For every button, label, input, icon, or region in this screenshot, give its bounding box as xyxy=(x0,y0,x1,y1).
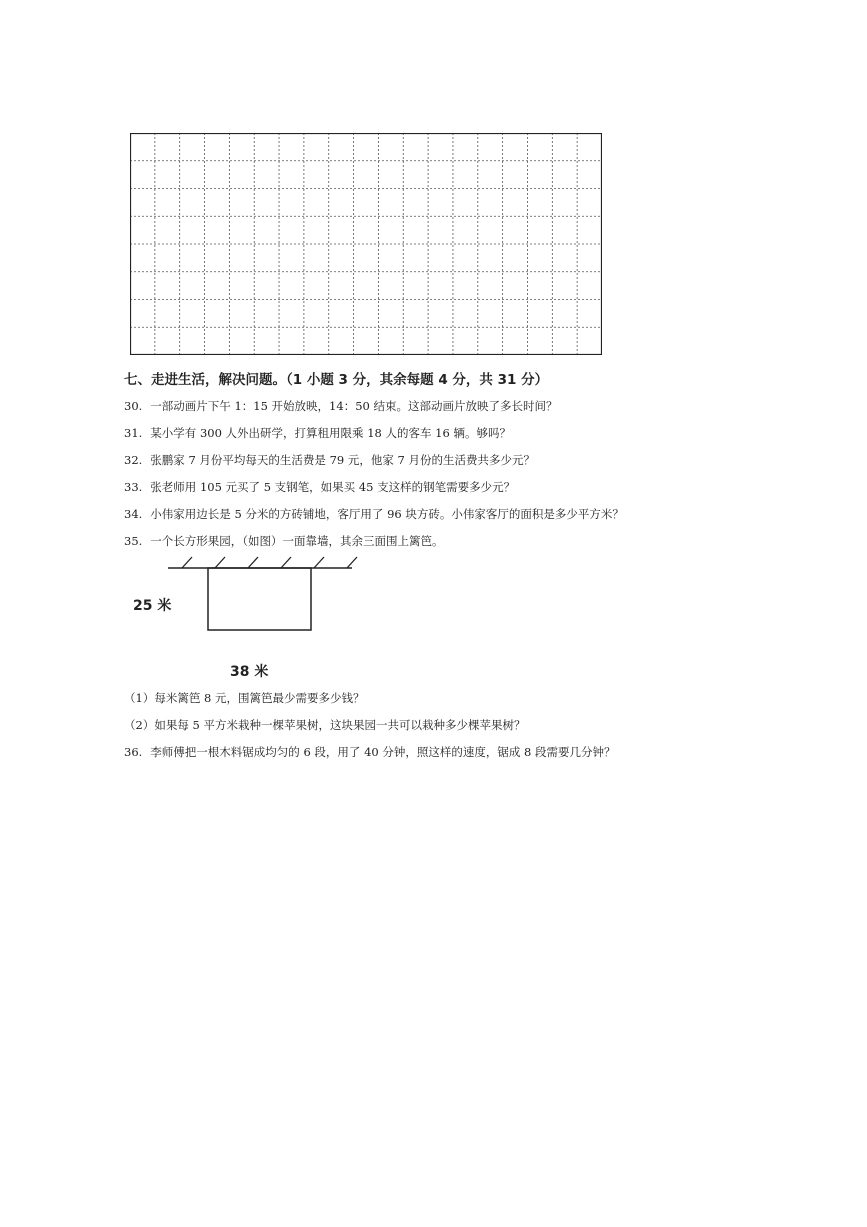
question-30: 30. 一部动画片下午 1：15 开始放映，14：50 结束。这部动画片放映了多长时间？ xyxy=(124,399,558,413)
answer-grid xyxy=(130,133,602,355)
orchard-rectangle xyxy=(208,568,311,630)
question-35: 35. 一个长方形果园，（如图）一面靠墙，其余三面围上篱笆。 xyxy=(124,534,444,548)
sub-question-2: （2）如果每 5 平方米栽种一棵苹果树，这块果园一共可以栽种多少棵苹果树？ xyxy=(124,718,526,732)
wall-hatching xyxy=(182,557,357,568)
question-31: 31. 某小学有 300 人外出研学，打算租用限乘 18 人的客车 16 辆。够吗？ xyxy=(124,426,511,440)
question-32: 32. 张鹏家 7 月份平均每天的生活费是 79 元，他家 7 月份的生活费共多少元？ xyxy=(124,453,535,467)
question-33: 33. 张老师用 105 元买了 5 支钢笔，如果买 45 支这样的钢笔需要多少元？ xyxy=(124,480,516,494)
question-34: 34. 小伟家用边长是 5 分米的方砖铺地，客厅用了 96 块方砖。小伟家客厅的面积是多少平方米？ xyxy=(124,507,624,521)
question-36: 36. 李师傅把一根木料锯成均匀的 6 段，用了 40 分钟，照这样的速度，锯成 8 段需要几分钟？ xyxy=(124,745,616,759)
sub-question-1: （1）每米篱笆 8 元，围篱笆最少需要多少钱？ xyxy=(124,691,365,705)
side-length-label: 25 米 xyxy=(133,598,172,614)
bottom-length-label: 38 米 xyxy=(230,664,269,680)
section-heading: 七、走进生活，解决问题。（1 小题 3 分，其余每题 4 分，共 31 分） xyxy=(124,372,549,388)
